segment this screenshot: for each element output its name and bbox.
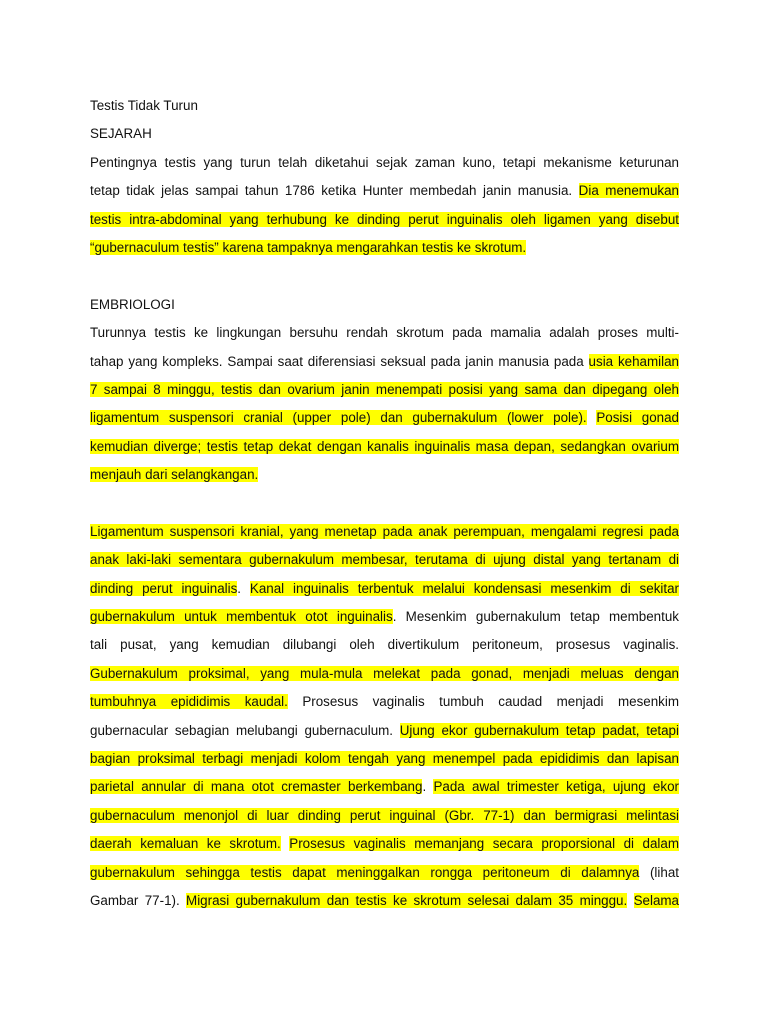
text-line — [90, 603, 679, 631]
paragraph — [90, 149, 679, 263]
text-line — [90, 717, 679, 745]
plain-text — [627, 893, 633, 908]
plain-text: Turunnya testis ke lingkungan bersuhu rendah skrotum pada mamalia adalah proses multi- — [90, 325, 679, 341]
highlighted-text: Gubernakulum proksimal, yang mula-mula melekat pada gonad, menjadi meluas dengan — [90, 665, 679, 681]
highlighted-text: anak laki-laki sementara gubernakulum membesar, terutama di ujung distal yang tertanam di — [90, 552, 679, 568]
text-line — [90, 688, 679, 716]
text-line — [90, 376, 679, 404]
highlighted-text: Kanal inguinalis terbentuk melalui kondensasi mesenkim di sekitar — [249, 580, 679, 596]
plain-text: tali pusat, yang kemudian dilubangi oleh divertikulum peritoneum, prosesus vaginalis. — [90, 637, 679, 653]
text-line — [90, 348, 679, 376]
highlighted-text: dinding perut inguinalis — [90, 580, 238, 596]
highlighted-text: usia kehamilan — [588, 353, 680, 369]
plain-text: tahap yang kompleks. Sampai saat diferensiasi seksual pada janin manusia pada — [90, 353, 589, 369]
paragraph-gap — [90, 489, 679, 517]
section-gap — [90, 262, 679, 290]
text-line — [90, 206, 679, 234]
document-page — [90, 92, 679, 915]
highlighted-text: “gubernaculum testis” karena tampaknya mengarahkan testis ke skrotum. — [90, 239, 527, 255]
document-body — [90, 120, 679, 915]
plain-text: (lihat — [639, 864, 679, 880]
text-line — [90, 802, 679, 830]
text-line — [90, 887, 679, 915]
highlighted-text: Pada awal trimester ketiga, ujung ekor — [433, 779, 679, 795]
text-line — [90, 859, 679, 887]
highlighted-text: Dia menemukan — [578, 183, 679, 199]
highlighted-text: gubernakulum untuk membentuk otot inguinalis — [90, 609, 393, 625]
highlighted-text: 7 sampai 8 minggu, testis dan ovarium janin menempati posisi yang sama dan dipegang oleh — [90, 381, 679, 397]
plain-text: . — [237, 580, 250, 596]
text-line — [90, 660, 679, 688]
paragraph — [90, 518, 679, 915]
text-line — [90, 149, 679, 177]
plain-text: gubernacular sebagian melubangi gubernaculum. — [90, 722, 400, 738]
plain-text — [281, 836, 290, 851]
highlighted-text: Migrasi gubernakulum dan testis ke skrotum selesai dalam 35 minggu. — [186, 892, 628, 908]
text-line — [90, 745, 679, 773]
highlighted-text: tumbuhnya epididimis kaudal. — [90, 694, 288, 710]
text-line — [90, 461, 679, 489]
section-heading: EMBRIOLOGI — [90, 296, 175, 312]
text-line — [90, 433, 679, 461]
highlighted-text: kemudian diverge; testis tetap dekat dengan kanalis inguinalis masa depan, sedangkan ovarium — [90, 438, 679, 454]
highlighted-text: ligamentum suspensori cranial (upper pole) dan gubernakulum (lower pole). — [90, 410, 587, 426]
paragraph — [90, 319, 679, 489]
highlighted-text: parietal annular di mana otot cremaster berkembang — [90, 779, 423, 795]
plain-text: tetap tidak jelas sampai tahun 1786 ketika Hunter membedah janin manusia. — [90, 183, 579, 199]
text-line — [90, 631, 679, 659]
highlighted-text: Ujung ekor gubernakulum tetap padat, tetapi — [399, 722, 679, 738]
plain-text: Prosesus vaginalis tumbuh caudad menjadi mesenkim — [287, 694, 679, 710]
text-line — [90, 319, 679, 347]
text-line — [90, 830, 679, 858]
highlighted-text: gubernakulum sehingga testis dapat meninggalkan rongga peritoneum di dalamnya — [90, 864, 640, 880]
text-line — [90, 404, 679, 432]
text-line — [90, 546, 679, 574]
highlighted-text: Prosesus vaginalis memanjang secara proporsional di dalam — [289, 836, 679, 852]
plain-text: . Mesenkim gubernakulum tetap membentuk — [392, 609, 679, 625]
plain-text: . — [422, 779, 434, 795]
text-line — [90, 773, 679, 801]
highlighted-text: Selama — [633, 892, 679, 908]
text-line — [90, 177, 679, 205]
text-line — [90, 575, 679, 603]
highlighted-text: daerah kemaluan ke skrotum. — [90, 836, 281, 852]
highlighted-text: gubernaculum menonjol di luar dinding perut inguinal (Gbr. 77-1) dan bermigrasi melintasi — [90, 807, 679, 823]
text-line — [90, 234, 679, 262]
highlighted-text: testis intra-abdominal yang terhubung ke dinding perut inguinalis oleh ligamen yang disebut — [90, 211, 679, 227]
plain-text: Gambar 77-1). — [90, 892, 187, 908]
highlighted-text: Posisi gonad — [596, 410, 679, 426]
highlighted-text: menjauh dari selangkangan. — [90, 467, 259, 483]
highlighted-text: Ligamentum suspensori kranial, yang menetap pada anak perempuan, mengalami regresi pada — [90, 523, 679, 539]
plain-text: Pentingnya testis yang turun telah diketahui sejak zaman kuno, tetapi mekanisme keturunan — [90, 154, 679, 170]
document-title: Testis Tidak Turun — [90, 98, 198, 113]
highlighted-text: bagian proksimal terbagi menjadi kolom tengah yang menempel pada epididimis dan lapisan — [90, 750, 679, 766]
plain-text — [587, 410, 597, 425]
section-heading: SEJARAH — [90, 126, 152, 142]
text-line — [90, 518, 679, 546]
